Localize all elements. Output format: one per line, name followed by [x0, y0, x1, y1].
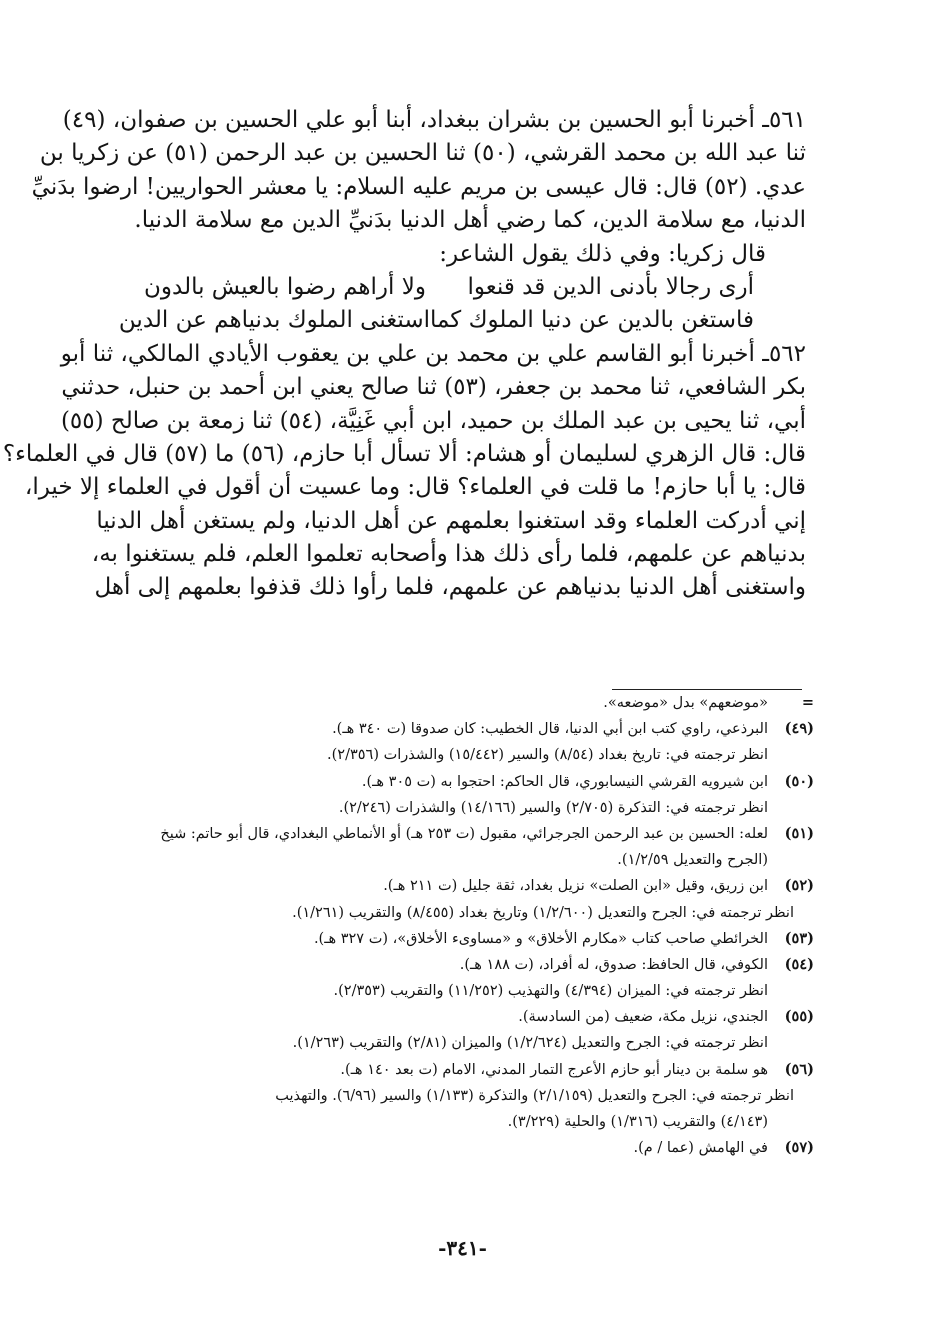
text-line: واستغنى أهل الدنيا بدنياهم عن علمهم، فلما رأوا ذلك قذفوا بعلمهم إلى أهل	[94, 574, 806, 601]
verse-first-hemistich: أرى رجالا بأدنى الدين قد قنعوا	[467, 273, 754, 300]
footnote-text: انظر ترجمته في: الجرح والتعديل (١/٢/٦٢٤) والميزان (٢/٨١) والتقريب (١/٢٦٣).	[292, 1035, 768, 1052]
footnote-number: =	[801, 694, 814, 711]
footnote-text: (الجرح والتعديل ١/٢/٥٩).	[617, 852, 768, 869]
footnote-row	[134, 1083, 814, 1109]
text-line: ٥٦٢ـ أخبرنا أبو القاسم علي بن محمد بن علي بن يعقوب الأيادي المالكي، ثنا أبو	[60, 340, 806, 367]
footnote-number: (٥٢)	[784, 877, 814, 895]
footnote-text: انظر ترجمته في: الجرح والتعديل (١/٢/٦٠٠) وتاريخ بغداد (٨/٤٥٥) والتقريب (١/٢٦١).	[292, 904, 794, 921]
verse-first-hemistich: فاستغن بالدين عن دنيا الملوك كما	[430, 307, 754, 334]
footnote-row	[134, 690, 814, 716]
footnote-text: «موضعهم» بدل «موضعه».	[603, 695, 768, 711]
footnote-number: (٥٦)	[784, 1060, 814, 1078]
text-line: ثنا عبد الله بن محمد القرشي، (٥٠) ثنا الحسين بن عبد الرحمن (٥١) عن زكريا بن	[39, 140, 806, 167]
footnote-row	[134, 742, 814, 768]
footnote-number: (٥٤)	[784, 955, 814, 973]
footnote-row	[134, 1004, 814, 1030]
footnote-text: انظر ترجمته في: التذكرة (٢/٧٠٥) والسير (١٤/١٦٦) والشذرات (٢/٢٤٦).	[338, 799, 768, 816]
footnote-text: (٤/١٤٣) والتقريب (١/٣١٦) والحلية (٣/٢٢٩).	[507, 1114, 768, 1130]
main-text	[2, 104, 806, 605]
footnote-text: البرذعي، راوي كتب ابن أبي الدنيا، قال الخطيب: كان صدوقا (ت ٣٤٠ هـ).	[332, 721, 768, 738]
footnote-row	[134, 1135, 814, 1161]
text-line: إني أدركت العلماء وقد استغنوا بعلمهم عن أهل الدنيا، ولم يستغن أهل الدنيا	[96, 507, 806, 534]
footnotes	[134, 690, 814, 1161]
text-line: قال: يا أبا حازم! ما قلت في العلماء؟ قال: وما عسيت أن أقول في العلماء إلا خيرا،	[24, 474, 806, 501]
footnote-text: الكوفي، قال الحافظ: صدوق، له أفراد، (ت ١٨٨ هـ).	[459, 956, 768, 973]
footnote-number: (٥١)	[784, 824, 814, 842]
footnote-text: انظر ترجمته في: تاريخ بغداد (٨/٥٤) والسير (١٥/٤٤٢) والشذرات (٢/٣٥٦).	[327, 747, 768, 764]
footnote-text: الخرائطي صاحب كتاب «مكارم الأخلاق» و «مساوىء الأخلاق»، (ت ٣٢٧ هـ).	[313, 930, 768, 947]
footnote-text: انظر ترجمته في: الميزان (٤/٣٩٤) والتهذيب (١١/٢٥٢) والتقريب (٢/٣٥٣).	[333, 983, 768, 1000]
verse-second-hemistich: ولا أراهم رضوا بالعيش بالدون	[144, 273, 426, 300]
text-line: ٥٦١ـ أخبرنا أبو الحسين بن بشران ببغداد، أبنا أبو علي الحسين بن صفوان، (٤٩)	[62, 107, 806, 133]
text-line: أبي، ثنا يحيى بن عبد الملك بن حميد، ابن أبي غَنِيَّة، (٥٤) ثنا زمعة بن صالح (٥٥)	[60, 407, 806, 434]
footnote-row	[134, 926, 814, 952]
text-line: قال زكريا: وفي ذلك يقول الشاعر:	[439, 240, 766, 267]
footnote-row	[134, 952, 814, 978]
poem-verse	[118, 304, 806, 337]
footnote-text: ابن زريق، وقيل «ابن الصلت» نزيل بغداد، ثقة جليل (ت ٢١١ هـ).	[383, 878, 768, 895]
footnote-number: (٥٠)	[784, 772, 814, 790]
footnote-row	[134, 847, 814, 873]
footnote-row	[134, 1057, 814, 1083]
footnote-row	[134, 873, 814, 899]
footnote-number: (٤٩)	[784, 720, 814, 738]
page-number: -٣٤١-	[438, 1236, 487, 1260]
footnote-row	[134, 769, 814, 795]
text-line: الدنيا، مع سلامة الدين، كما رضي أهل الدنيا بدَنيِّ الدين مع سلامة الدنيا.	[134, 207, 806, 234]
footnote-text: في الهامش (عما / م).	[633, 1140, 768, 1157]
footnote-row	[134, 821, 814, 847]
footnote-row	[134, 716, 814, 742]
footnote-text: انظر ترجمته في: الجرح والتعديل (٢/١/١٥٩) والتذكرة (١/١٣٣) والسير (٦/٩٦). والتهذيب	[275, 1087, 794, 1104]
footnote-number: (٥٥)	[784, 1008, 814, 1026]
text-line: قال: قال الزهري لسليمان أو هشام: ألا تسأل أبا حازم، (٥٦) ما (٥٧) قال في العلماء؟	[2, 440, 806, 467]
poem-verse	[136, 271, 806, 304]
footnote-row	[134, 1030, 814, 1056]
text-line: بدنياهم عن علمهم، فلما رأى ذلك هذا وأصحابه تعلموا العلم، فلم يستغنوا به،	[91, 541, 806, 568]
footnote-number: (٥٣)	[784, 929, 814, 947]
footnote-row	[134, 795, 814, 821]
footnote-text: هو سلمة بن دينار أبو حازم الأعرج التمار المدني، الامام (ت بعد ١٤٠ هـ).	[340, 1061, 768, 1078]
text-line: عدي. (٥٢) قال: قال عيسى بن مريم عليه السلام: يا معشر الحواريين! ارضوا بدَنيِّ	[31, 173, 806, 200]
footnote-row	[134, 900, 814, 926]
footnote-text: لعله: الحسين بن عبد الرحمن الجرجرائي، مقبول (ت ٢٥٣ هـ) أو الأنماطي البغدادي، قال أبو حاتم: شيخ	[160, 825, 768, 842]
footnote-row	[134, 1109, 814, 1135]
footnote-text: الجندي، نزيل مكة، ضعيف (من السادسة).	[518, 1009, 768, 1026]
verse-second-hemistich: استغنى الملوك بدنياهم عن الدين	[118, 307, 430, 334]
footnote-row	[134, 978, 814, 1004]
footnote-text: ابن شيرويه القرشي النيسابوري، قال الحاكم: احتجوا به (ت ٣٠٥ هـ).	[361, 773, 768, 790]
text-line: بكر الشافعي، ثنا محمد بن جعفر، (٥٣) ثنا صالح يعني ابن أحمد بن حنبل، حدثني	[61, 374, 806, 401]
footnote-number: (٥٧)	[784, 1139, 814, 1157]
